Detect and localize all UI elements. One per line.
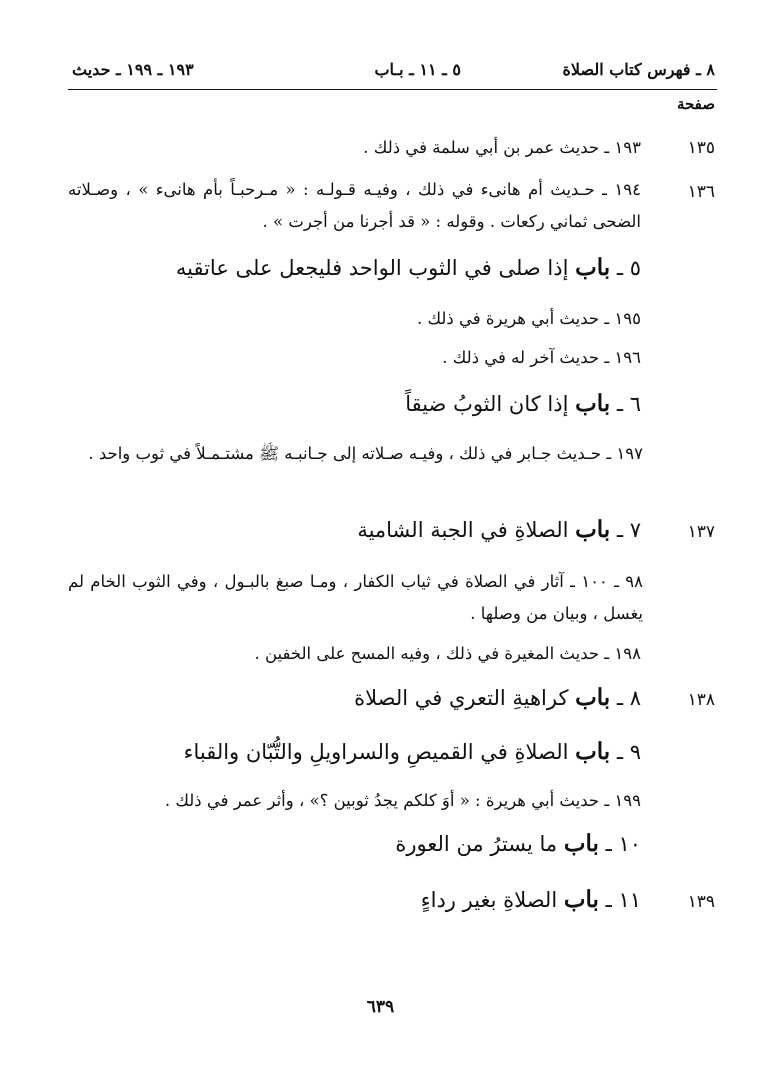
chapter-heading <box>70 828 641 860</box>
hadith-entry: ١٩٦ ـ حديث آخر له في ذلك . <box>442 348 641 367</box>
hadith-entry: ١٩٥ ـ حديث أبي هريرة في ذلك . <box>416 309 641 328</box>
chapter-bab-word: باب <box>575 516 611 543</box>
page-number: ٦٣٩ <box>366 997 395 1017</box>
running-header-title: ٨ ـ فهرس كتاب الصلاة <box>562 60 715 79</box>
chapter-title: إذا صلى في الثوب الواحد فليجعل على عاتقيه <box>175 256 569 280</box>
chapter-number: ٥ ـ <box>616 256 641 280</box>
chapter-title: كراهيةِ التعري في الصلاة <box>354 686 569 710</box>
page-column-label: صفحة <box>676 95 715 113</box>
chapter-title: الصلاةِ في الجبة الشامية <box>357 518 569 542</box>
chapter-bab-word: باب <box>575 684 611 711</box>
chapter-bab-word: باب <box>575 254 611 281</box>
chapter-number: ١١ ـ <box>605 888 641 912</box>
running-header-chapters: ٥ ـ ١١ ـ بـاب <box>374 60 461 79</box>
chapter-title: ما يسترُ من العورة <box>395 832 558 856</box>
chapter-number: ١٠ ـ <box>605 832 641 856</box>
entry-page-number: ١٣٩ <box>687 892 715 912</box>
chapter-bab-word: باب <box>563 886 599 913</box>
chapter-heading <box>70 884 641 916</box>
athar-entry: ٩٨ ـ ١٠٠ ـ آثار في الصلاة في ثياب الكفار ، ومـا صبغ بالبـول ، وفي الثوب الخام لم يغسل ، وبيان من وصلها . <box>68 572 643 623</box>
chapter-number: ٨ ـ <box>616 686 641 710</box>
header-rule <box>68 89 717 90</box>
hadith-entry: ١٩٧ ـ حـديث جـابر في ذلك ، وفيـه صـلاته إلى جـانبـه ﷺ مشتـمـلاً في ثوب واحد . <box>88 444 643 463</box>
chapter-heading <box>70 388 641 420</box>
chapter-title: الصلاةِ بغير رداءٍ <box>420 888 558 912</box>
entry-page-number: ١٣٧ <box>687 522 715 542</box>
running-header-hadith-range: ١٩٣ ـ ١٩٩ ـ حديث <box>72 60 194 79</box>
chapter-bab-word: باب <box>575 738 611 765</box>
chapter-heading <box>70 736 641 768</box>
chapter-heading <box>70 252 641 284</box>
hadith-entry: ١٩٤ ـ حـديث أم هانىء في ذلك ، وفيـه قـولـه : « مـرحبـاً بأم هانىء » ، وصـلاته الضحى ثماني ركعات . وقوله : « قد أجرنا من أجرت » . <box>68 180 641 231</box>
chapter-bab-word: باب <box>563 830 599 857</box>
chapter-heading <box>70 514 641 546</box>
entry-page-number: ١٣٨ <box>687 690 715 710</box>
entry-page-number: ١٣٦ <box>687 182 715 202</box>
chapter-title: إذا كان الثوبُ ضيقاً <box>405 392 569 416</box>
chapter-number: ٩ ـ <box>616 740 641 764</box>
entry-page-number: ١٣٥ <box>687 138 715 158</box>
chapter-number: ٧ ـ <box>616 518 641 542</box>
chapter-title: الصلاةِ في القميصِ والسراويلِ والتُّبّان والقباء <box>183 740 569 764</box>
chapter-number: ٦ ـ <box>616 392 641 416</box>
hadith-entry: ١٩٣ ـ حديث عمر بن أبي سلمة في ذلك . <box>363 138 641 157</box>
hadith-entry: ١٩٨ ـ حديث المغيرة في ذلك ، وفيه المسح على الخفين . <box>254 644 641 663</box>
hadith-entry: ١٩٩ ـ حديث أبي هريرة : « أوَ كلكم يجدُ ثوبين ؟» ، وأثر عمر في ذلك . <box>164 791 641 810</box>
chapter-bab-word: باب <box>575 390 611 417</box>
chapter-heading <box>70 682 641 714</box>
